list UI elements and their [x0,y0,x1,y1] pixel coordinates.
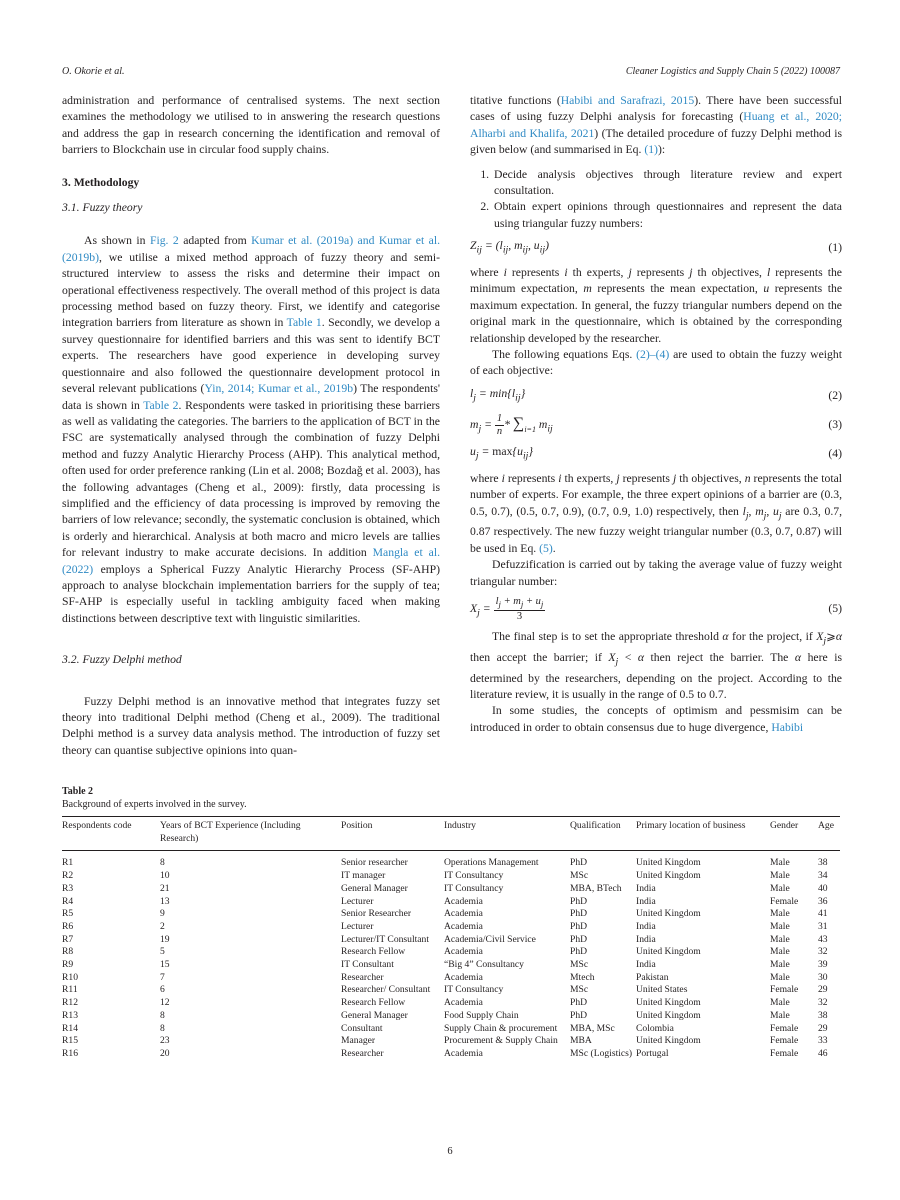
text-run: employs a Spherical Fuzzy Analytic Hierarchy Process (SF-AHP) approach to analyse blockchain implementation barriers for the supply of tea; SF-AHP is especially useful in tackling ambiguity faced when making distinctions between descriptive text with linguistic similarities. [62,562,440,625]
table-cell: Female [770,1047,799,1059]
text-run: ) (The detailed procedure of fuzzy Delphi method is given below (and summarised in Eq. [470,126,842,157]
table-cell: IT Consultancy [444,984,504,996]
table-cell: 9 [160,908,165,920]
table-row [62,934,840,947]
table-header-row [62,817,840,851]
table-cell: MBA, MSc [570,1022,615,1034]
table-row [62,921,840,934]
step-item: 2. Obtain expert opinions through questionnaires and represent the data using triangular fuzzy numbers: [492,199,842,232]
table-cell: Male [770,946,790,958]
math-symbol: α [794,650,802,664]
table-cell: R14 [62,1022,78,1034]
table-cell: “Big 4” Consultancy [444,959,524,971]
table-cell: General Manager [341,1009,408,1021]
table-cell: MSc [570,959,589,971]
table-cell: R1 [62,857,74,869]
fuzzy-theory-paragraph [62,233,440,627]
table-cell: Colombia [636,1022,674,1034]
table-cell: 29 [818,984,828,996]
table-row [62,1035,840,1048]
text-run: , [748,504,756,518]
text-run: In some studies, the concepts of optimism and pessmisim can be introduced in order to obtain consensus due to huge divergence, [470,704,842,734]
text-run: , we utilise a mixed method approach of fuzzy theory and semi-structured interview to assess the risks and determine their impact on operational effectiveness respectively. The overall method of this project is data processing method based on fuzzy theory. First, we identify and categorise integration barriers from literature as shown in [62,250,440,330]
text-run: for the project, if [728,630,817,644]
math-symbol: l [766,265,771,279]
citation-link[interactable]: Table 2 [143,398,179,412]
column-header: Position [341,817,444,851]
table-cell: India [636,920,656,932]
table-cell: Academia [444,971,483,983]
text-run: ) The respondents' data is shown in [62,382,440,412]
table-cell: R9 [62,959,74,971]
citation-link[interactable]: Habibi [771,720,804,734]
table-row [62,1023,840,1036]
table-cell: 41 [818,908,828,920]
table-row [62,946,840,959]
table-cell: India [636,882,656,894]
citation-link[interactable]: (5) [539,541,553,555]
math-symbol: X [608,650,616,664]
table-cell: Female [770,984,799,996]
table-label: Table 2 [62,786,94,797]
table-cell: United Kingdom [636,908,701,920]
table-cell: PhD [570,908,588,920]
table-cell: MSc (Logistics) [570,1047,633,1059]
table-cell: Male [770,908,790,920]
table-cell: Lecturer [341,895,374,907]
table-cell: 36 [818,895,828,907]
math-symbol: i [503,265,507,279]
citation-link[interactable]: Fig. 2 [149,234,179,248]
text-run: th objectives, [692,265,767,279]
table-cell: 15 [160,959,170,971]
text-run: represents the minimum expectation, [470,265,842,296]
math-symbol: u [773,504,779,518]
table-cell: Male [770,971,790,983]
table-cell: IT Consultancy [444,870,504,882]
text-run: th objectives, [676,471,745,485]
math-symbol: j [745,510,749,522]
table-cell: Male [770,1009,790,1021]
table-cell: Male [770,857,790,869]
table-cell: PhD [570,857,588,869]
citation-link[interactable]: (2)–(4) [636,348,670,362]
table-cell: Male [770,882,790,894]
table-cell: 6 [160,984,165,996]
table-cell: 32 [818,997,828,1009]
math-symbol: α [637,650,645,664]
math-symbol: j [628,265,632,279]
table-row [62,870,840,883]
text-run: . Respondents were tasked in prioritising these barriers as well as validating the categories. The barriers to the application of BCT in the FSC are systematically analysed through the combination of fuzzy Delphi method and fuzzy Analytic Hierarchy Process (AHP). This analytical method, often used for order preference ranking (Lin et al. 2008; Bozdağ et al. 2003), has the following advantages (Cheng et al., 2009): firstly, data processing is simplified and the efficiency of data processing is improved by removing the barriers of low relevance; secondly, the systematic conclusion is obtained, which is orderly and hierarchical. Analysis at both macro and micro levels are tallies for relevant industry to make accurate decisions. In addition [62,398,440,560]
table-cell: PhD [570,997,588,1009]
table-row [62,972,840,985]
table-cell: United Kingdom [636,870,701,882]
table-cell: 40 [818,882,828,894]
text-run: < [618,650,638,664]
math-symbol: i [564,265,568,279]
table-cell: Male [770,959,790,971]
table-cell: R12 [62,997,78,1009]
text-run: . [552,541,556,555]
equation-1: $Z_{ij} = (l_{ij}$, $m_{ij}$, $u_{ij}$) (1) [470,239,842,256]
table-cell: Senior researcher [341,857,408,869]
threshold-paragraph [470,629,842,703]
text-run: ⩾ [826,630,836,644]
table-cell: Food Supply Chain [444,1009,519,1021]
table-cell: Academia [444,908,483,920]
table-cell: MBA, BTech [570,882,622,894]
table-cell: 8 [160,1022,165,1034]
table-cell: 20 [160,1047,170,1059]
table-cell: Academia/Civil Service [444,933,536,945]
table-cell: Researcher [341,1047,384,1059]
table-cell: Academia [444,920,483,932]
math-symbol: X [816,630,824,644]
table-cell: Academia [444,997,483,1009]
text-run: represents [506,265,565,279]
table-row [62,959,840,972]
table-cell: Portugal [636,1047,669,1059]
citation-link[interactable]: Table 1 [286,316,322,330]
table-cell: Researcher [341,971,384,983]
math-symbol: j [778,510,782,522]
text-run: ). There have been successful cases of using fuzzy Delphi analysis for forecasting ( [470,94,843,124]
table-cell: R10 [62,971,78,983]
table-cell: Procurement & Supply Chain [444,1035,558,1047]
table-cell: 13 [160,895,170,907]
table-cell: Lecturer [341,920,374,932]
table-cell: 34 [818,870,828,882]
table-cell: IT Consultancy [444,882,504,894]
table-cell: Male [770,870,790,882]
text-run: As shown in [84,234,150,248]
table-cell: 31 [818,920,828,932]
table-cell: Research Fellow [341,997,406,1009]
table-cell: General Manager [341,882,408,894]
table-cell: 38 [818,1009,828,1021]
citation-link[interactable]: (1) [644,143,658,157]
following-paragraph [470,347,842,380]
table-cell: Academia [444,946,483,958]
table-cell: India [636,959,656,971]
table-cell: 10 [160,870,170,882]
table-cell: 5 [160,946,165,958]
table-cell: India [636,933,656,945]
table-cell: 33 [818,1035,828,1047]
continued-paragraph [470,93,842,159]
table-cell: Senior Researcher [341,908,412,920]
table-row [62,851,840,870]
table-cell: 23 [160,1035,170,1047]
citation-link[interactable]: Mangla et al. (2022) [62,546,440,576]
math-symbol: j [672,471,677,485]
table-cell: 12 [160,997,170,1009]
text-run: represents [504,471,559,485]
table-cell: PhD [570,920,588,932]
column-header: Gender [770,817,818,851]
table-cell: R5 [62,908,74,920]
table-cell: Research Fellow [341,946,406,958]
math-symbol: j [689,265,693,279]
table-cell: United Kingdom [636,997,701,1009]
experts-table [62,816,840,1061]
table-cell: 7 [160,971,165,983]
table-cell: United Kingdom [636,1009,701,1021]
table-cell: PhD [570,1009,588,1021]
left-column [62,93,440,759]
table-cell: 46 [818,1047,828,1059]
where-paragraph-2 [470,471,842,557]
column-header: Primary location of business [636,817,770,851]
text-run: represents [619,471,673,485]
math-symbol: α [835,630,842,644]
text-run: then reject the barrier. The [644,650,795,664]
delphi-paragraph [62,694,440,760]
table-cell: R4 [62,895,74,907]
table-cell: R13 [62,1009,78,1021]
table-row [62,1010,840,1023]
table-cell: R7 [62,933,74,945]
table-cell: United States [636,984,688,996]
table-cell: R11 [62,984,78,996]
section-heading: 3. Methodology [62,175,140,189]
math-symbol: n [744,471,751,485]
table-cell: Lecturer/IT Consultant [341,933,430,945]
text-run: th experts, [567,265,629,279]
running-header-journal: Cleaner Logistics and Supply Chain 5 (2022) 100087 [625,66,840,77]
table-cell: Academia [444,895,483,907]
equation-2: $l_j = \min\{l_{ij}\}$ (2) [470,386,842,404]
table-caption: Background of experts involved in the survey. [62,798,247,810]
citation-link[interactable]: Huang et al., 2020; Alharbi and Khalifa, 2021 [470,110,842,140]
text-run: represents the total number of experts. For example, the three expert opinions of a barrier are (0.3, 0.5, 0.7), (0.5, 0.7, 0.9), (0.7, 0.9, 1.0) respectively, then [470,471,843,518]
table-cell: R15 [62,1035,78,1047]
right-column [470,93,842,736]
table-cell: Male [770,997,790,1009]
text-run: , [766,504,773,518]
table-cell: 30 [818,971,828,983]
table-cell: R3 [62,882,74,894]
table-cell: Supply Chain & procurement [444,1022,558,1034]
table-cell: Operations Management [444,857,539,869]
text-run: where [470,471,502,485]
table-cell: Consultant [341,1022,383,1034]
table-cell: IT Consultant [341,959,394,971]
table-row [62,883,840,896]
table-cell: Female [770,1035,799,1047]
text-run: . Secondly, we develop a survey questionnaire for identified barriers and this was sent to identify BCT experts. The researchers have good experience in developing survey questionnaire and also followed the questionnaire development protocol in several relevant publications ( [62,316,440,396]
table-row [62,896,840,909]
running-header-authors: O. Okorie et al. [62,66,125,77]
table-row [62,908,840,921]
table-cell: Manager [341,1035,376,1047]
optimism-paragraph [470,703,842,736]
math-symbol: i [501,471,505,485]
column-header: Age [818,817,840,851]
intro-paragraph [62,93,440,159]
table-2 [62,786,840,1061]
text-run: Defuzzification is carried out by taking the average value of fuzzy weight triangular number: [470,558,842,588]
table-cell: India [636,895,656,907]
citation-link[interactable]: Kumar et al. (2019a) and Kumar et al. (2019b) [62,234,441,264]
table-cell: 2 [160,920,165,932]
table-cell: United Kingdom [636,857,701,869]
text-run: The following equations Eqs. [492,348,637,362]
equation-5: $X_j$ = $\frac{l_j + m_j + u_j}{3}$ (5) [470,596,842,623]
text-run: Fuzzy Delphi method is an innovative method that integrates fuzzy set theory into traditional Delphi method (Cheng et al., 2009). The traditional Delphi method is a survey data analysis method. The introduction of fuzzy set theory can quantise subjective opinions into quan- [62,694,440,757]
column-header: Qualification [570,817,636,851]
text-run: where [470,265,504,279]
table-cell: Male [770,933,790,945]
table-cell: R8 [62,946,74,958]
table-cell: MBA [570,1035,592,1047]
table-cell: 29 [818,1022,828,1034]
table-cell: R2 [62,870,74,882]
text-run: represents the mean expectation, [591,282,764,296]
column-header: Industry [444,817,570,851]
math-symbol: u [763,282,770,296]
table-cell: Pakistan [636,971,669,983]
citation-link[interactable]: Habibi and Sarafrazi, 2015 [560,94,695,107]
equation-3: $m_j$ = $\frac{1}{n}$ * $\sum_{i=1}$ $m_{ij}$ (3) [470,412,842,437]
equation-4: $u_j = \max\{u_{ij}\}$ (4) [470,445,842,462]
table-cell: PhD [570,946,588,958]
math-symbol: j [615,656,619,668]
text-run: then accept the barrier; if [470,650,609,664]
math-symbol: m [583,282,592,296]
table-cell: 39 [818,959,828,971]
math-symbol: j [616,471,620,485]
text-run: titative functions ( [470,94,561,107]
text-run: represents the maximum expectation. In general, the fuzzy triangular numbers depend on the original mark in the questionnaire, which is obtained by the corresponding relationship developed by the researcher. [470,282,843,345]
page-number: 6 [447,1146,453,1157]
table-cell: IT manager [341,870,386,882]
table-cell: 8 [160,857,165,869]
where-paragraph [470,265,842,347]
table-cell: R6 [62,920,74,932]
table-cell: MSc [570,984,589,996]
table-cell: Mtech [570,971,595,983]
text-run: are 0.3, 0.7, 0.87 respectively. The new fuzzy weight triangular number (0.3, 0.7, 0.87) will be used in Eq. [470,504,843,555]
table-cell: United Kingdom [636,1035,701,1047]
text-run: adapted from [178,234,252,248]
table-cell: PhD [570,895,588,907]
table-cell: Female [770,895,799,907]
subsection-heading-fuzzy-theory: 3.1. Fuzzy theory [62,201,143,215]
step-item: 1. Decide analysis objectives through literature review and expert consultation. [492,167,842,200]
text-run: ): [657,143,666,157]
procedure-steps [470,167,842,233]
table-cell: 43 [818,933,828,945]
citation-link[interactable]: Yin, 2014; Kumar et al., 2019b [204,382,354,396]
text-run: here is determined by the researchers, depending on the project. According to the literature review, it is usually in the range of 0.5 to 0.7. [470,650,842,702]
text-run: The final step is to set the appropriate threshold [492,630,723,644]
math-symbol: α [722,630,729,644]
text-run: th experts, [561,471,617,485]
table-cell: 8 [160,1009,165,1021]
table-cell: United Kingdom [636,946,701,958]
math-symbol: j [763,510,767,522]
column-header: Respondents code [62,817,160,851]
math-symbol: i [558,471,562,485]
table-cell: Female [770,1022,799,1034]
text-run: are used to obtain the fuzzy weight of each objective: [470,348,842,378]
subsection-heading-fuzzy-delphi: 3.2. Fuzzy Delphi method [62,653,182,667]
defuzzification-paragraph [470,557,842,590]
table-body [62,851,840,1061]
table-row [62,984,840,997]
table-cell: Male [770,920,790,932]
math-symbol: m [755,504,764,518]
table-cell: R16 [62,1047,78,1059]
text-run: represents [631,265,690,279]
table-cell: Academia [444,1047,483,1059]
column-header: Years of BCT Experience (Including Research) [160,817,341,851]
table-cell: 21 [160,882,170,894]
math-symbol: j [823,635,827,647]
table-cell: PhD [570,933,588,945]
table-cell: MSc [570,870,589,882]
table-cell: Researcher/ Consultant [341,984,431,996]
text-run: administration and performance of centralised systems. The next section examines the methodology we utilised to in answering the research questions and address the gap in research concerning the identification and removal of barriers to Blockchain use in circular food supply chains. [62,94,440,157]
table-row [62,997,840,1010]
table-row [62,1048,840,1061]
table-cell: 19 [160,933,170,945]
table-cell: 32 [818,946,828,958]
math-symbol: l [742,504,746,518]
table-cell: 38 [818,857,828,869]
